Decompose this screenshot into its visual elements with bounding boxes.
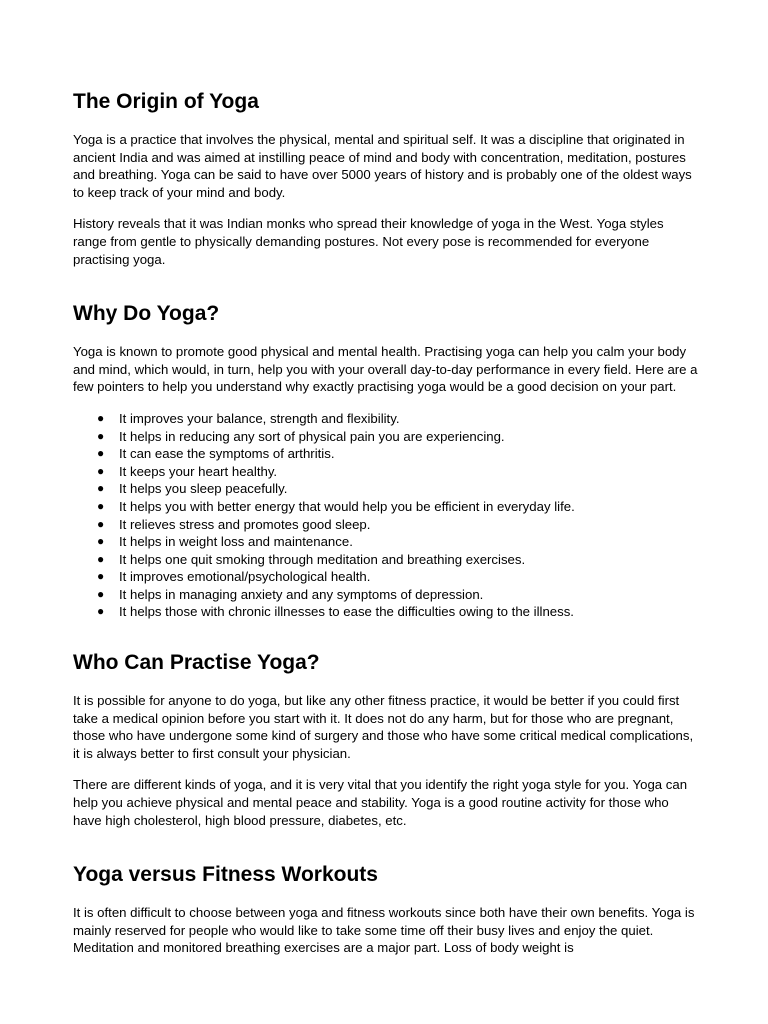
bullet-icon: ● xyxy=(97,551,105,566)
section-heading: Yoga versus Fitness Workouts xyxy=(73,863,378,887)
list-item xyxy=(73,586,698,604)
bullet-icon: ● xyxy=(97,534,105,549)
list-item xyxy=(73,428,698,446)
list-item xyxy=(73,410,698,428)
list-item xyxy=(73,498,698,516)
list-item-text: It helps in weight loss and maintenance. xyxy=(119,534,353,550)
bullet-icon: ● xyxy=(97,410,105,425)
bullet-icon: ● xyxy=(97,498,105,513)
bullet-icon: ● xyxy=(97,481,105,496)
list-item xyxy=(73,603,698,621)
bullet-icon: ● xyxy=(97,569,105,584)
bullet-icon: ● xyxy=(97,463,105,478)
list-item-text: It helps you with better energy that would help you be efficient in everyday life. xyxy=(119,498,575,514)
paragraph: There are different kinds of yoga, and it is very vital that you identify the right yoga style for you. Yoga can help you achieve physical and mental peace and stability. Yoga is a good routine activity for those who have high cholesterol, high blood pressure, diabetes, etc. xyxy=(73,777,688,828)
list-item xyxy=(73,445,698,463)
bullet-icon: ● xyxy=(97,428,105,443)
list-item-text: It keeps your heart healthy. xyxy=(119,463,278,479)
list-item-text: It helps those with chronic illnesses to ease the difficulties owing to the illness. xyxy=(119,604,574,620)
paragraph: It is often difficult to choose between yoga and fitness workouts since both have their own benefits. Yoga is mainly reserved for people who would like to take some time off their busy lives and enjoy the quiet. Meditation and monitored breathing exercises are a major part. Loss of body weight is xyxy=(73,905,695,956)
section-yoga-vs-fitness xyxy=(73,860,698,957)
benefits-list xyxy=(73,410,698,621)
section-heading: Who Can Practise Yoga? xyxy=(73,651,320,675)
paragraph: History reveals that it was Indian monks who spread their knowledge of yoga in the West. Yoga styles range from gentle to physically demanding postures. Not every pose is recommended for everyone practising yoga. xyxy=(73,216,664,267)
list-item-text: It improves your balance, strength and flexibility. xyxy=(119,410,400,426)
list-item-text: It relieves stress and promotes good sleep. xyxy=(119,516,371,532)
bullet-icon: ● xyxy=(97,446,105,461)
paragraph: Yoga is known to promote good physical and mental health. Practising yoga can help you calm your body and mind, which would, in turn, help you with your overall day-to-day performance in every field. Here are a few pointers to help you understand why exactly practising yoga would be a good decision on your part. xyxy=(73,344,698,395)
list-item-text: It improves emotional/psychological health. xyxy=(119,569,371,585)
bullet-icon: ● xyxy=(97,586,105,601)
list-item xyxy=(73,568,698,586)
section-who-can-practise xyxy=(73,648,698,829)
list-item-text: It helps you sleep peacefully. xyxy=(119,481,288,497)
section-origin xyxy=(73,87,698,268)
list-item xyxy=(73,516,698,534)
list-item xyxy=(73,551,698,569)
list-item-text: It helps in reducing any sort of physical pain you are experiencing. xyxy=(119,428,505,444)
list-item-text: It helps one quit smoking through meditation and breathing exercises. xyxy=(119,551,526,567)
bullet-icon: ● xyxy=(97,604,105,619)
paragraph: It is possible for anyone to do yoga, but like any other fitness practice, it would be better if you could first take a medical opinion before you start with it. It does not do any harm, but for those who are pregnant, those who have undergone some kind of surgery and those who have some critical medical complications, it is always better to first consult your physician. xyxy=(73,693,694,761)
section-why-yoga xyxy=(73,299,698,621)
list-item xyxy=(73,480,698,498)
bullet-icon: ● xyxy=(97,516,105,531)
section-heading: The Origin of Yoga xyxy=(73,90,259,113)
list-item-text: It can ease the symptoms of arthritis. xyxy=(119,446,335,462)
list-item xyxy=(73,533,698,551)
paragraph: Yoga is a practice that involves the physical, mental and spiritual self. It was a discipline that originated in ancient India and was aimed at instilling peace of mind and body with concentration, meditation, postures and breathing. Yoga can be said to have over 5000 years of history and is probably one of the oldest ways to keep track of your mind and body. xyxy=(73,132,692,200)
list-item-text: It helps in managing anxiety and any symptoms of depression. xyxy=(119,586,484,602)
list-item xyxy=(73,463,698,481)
section-heading: Why Do Yoga? xyxy=(73,302,220,326)
